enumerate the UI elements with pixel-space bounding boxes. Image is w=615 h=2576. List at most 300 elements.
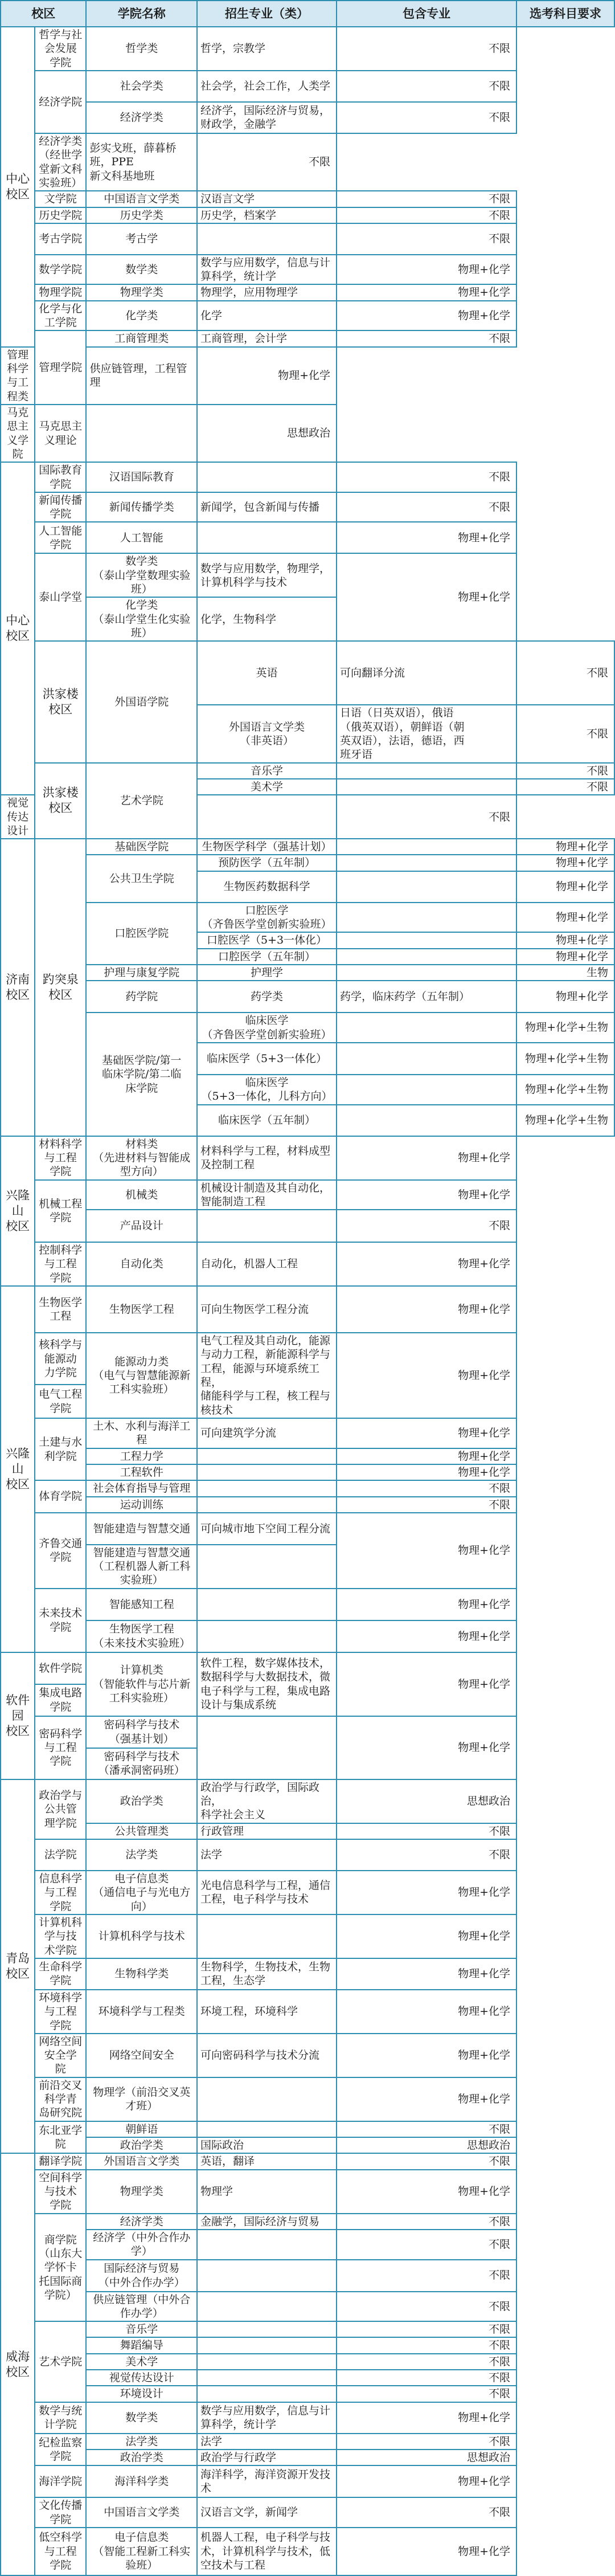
subject-requirement-cell: 不限 xyxy=(337,492,516,522)
subject-requirement-cell: 不限 xyxy=(516,763,614,779)
included-majors-cell: 行政管理 xyxy=(197,1823,337,1839)
table-row xyxy=(1,462,614,492)
major-category-cell: 数学类 xyxy=(86,255,197,285)
table-row xyxy=(1,27,614,71)
table-row xyxy=(1,1286,614,1333)
included-majors-cell xyxy=(197,1448,337,1464)
subject-requirement-cell: 物理+化学 xyxy=(337,1990,516,2034)
subject-requirement-cell: 不限 xyxy=(337,1839,516,1871)
college-cell: 软件学院 xyxy=(35,1652,86,1684)
included-majors-cell: 政治学与行政学，国际政治， 科学社会主义 xyxy=(197,1779,337,1823)
subject-requirement-cell: 不限 xyxy=(337,1480,516,1496)
subject-requirement-cell: 物理+化学+生物 xyxy=(516,1043,614,1075)
table-row xyxy=(1,2034,614,2077)
major-category-cell: 生物医学工程 xyxy=(86,1286,197,1333)
campus-city-cell: 青岛校区 xyxy=(1,1779,35,2154)
included-majors-cell xyxy=(197,2370,337,2386)
campus-area-cell: 软件园 校区 xyxy=(1,1652,35,1779)
included-majors-cell xyxy=(197,1480,337,1496)
campus-area-cell: 兴隆山 校区 xyxy=(1,1286,35,1652)
header-subject-requirement: 选考科目要求 xyxy=(516,1,614,27)
subject-requirement-cell: 物理+化学+生物 xyxy=(516,1075,614,1105)
table-row xyxy=(1,1242,614,1286)
major-category-cell: 外国语言文学类 （非英语） xyxy=(197,705,337,762)
included-majors-cell: 机械设计制造及其自动化， 智能制造工程 xyxy=(197,1180,337,1210)
subject-requirement-cell: 物理+化学 xyxy=(337,2077,516,2121)
included-majors-cell xyxy=(337,1013,516,1043)
campus-area-cell: 中心 校区 xyxy=(1,462,35,795)
header-major-category: 招生专业（类） xyxy=(197,1,337,27)
table-row xyxy=(1,1958,614,1990)
table-row xyxy=(1,903,614,933)
college-cell: 核科学与能源动 力学院 xyxy=(35,1333,86,1385)
major-category-cell: 马克思主义理论 xyxy=(35,405,86,462)
included-majors-cell xyxy=(197,2230,337,2260)
subject-requirement-cell: 物理+化学 xyxy=(337,255,516,285)
subject-requirement-cell: 物理+化学 xyxy=(337,1242,516,1286)
included-majors-cell xyxy=(197,2386,337,2402)
major-category-cell: 经济学（中外合作办学） xyxy=(86,2230,197,2260)
college-cell: 临床医学 （齐鲁医学堂创新实验班） xyxy=(197,1013,337,1043)
subject-requirement-cell: 物理+化学 xyxy=(337,1914,516,1958)
subject-requirement-cell: 物理+化学 xyxy=(337,522,516,553)
subject-requirement-cell: 物理+化学 xyxy=(337,1136,516,1180)
included-majors-cell: 物理学 xyxy=(197,2170,337,2214)
table-row xyxy=(1,255,614,285)
table-row xyxy=(1,965,614,981)
college-cell: 口腔医学 （齐鲁医学堂创新实验班） xyxy=(197,903,337,933)
college-cell: 哲学与社会发展 学院 xyxy=(35,27,86,71)
subject-requirement-cell: 不限 xyxy=(337,207,516,223)
major-category-cell: 生物科学类 xyxy=(86,1958,197,1990)
college-cell: 护理与康复学院 xyxy=(86,965,197,981)
college-cell: 艺术学院 xyxy=(86,763,197,839)
subject-requirement-cell: 物理+化学 xyxy=(337,553,516,641)
included-majors-cell: 物理学，应用物理学 xyxy=(197,284,337,300)
included-majors-cell xyxy=(197,2321,337,2337)
college-cell: 经济学院 xyxy=(35,71,86,133)
table-row xyxy=(1,1180,614,1210)
major-category-cell: 经济学类 xyxy=(86,102,197,133)
included-majors-cell xyxy=(197,2354,337,2370)
table-row xyxy=(1,2497,614,2528)
major-category-cell: 产品设计 xyxy=(86,1210,197,1242)
major-category-cell: 计算机类 （智能软件与芯片新工科实验班） xyxy=(86,1652,197,1716)
subject-requirement-cell: 不限 xyxy=(337,2321,516,2337)
college-cell: 数学学院 xyxy=(35,255,86,285)
included-majors-cell xyxy=(337,932,516,948)
table-row xyxy=(1,1914,614,1958)
table-row xyxy=(1,223,614,255)
subject-requirement-cell: 物理+化学 xyxy=(337,1448,516,1464)
subject-requirement-cell: 不限 xyxy=(516,779,614,795)
major-category-cell: 智能建造与智慧交通 xyxy=(86,1513,197,1545)
table-row xyxy=(1,2214,614,2230)
subject-requirement-cell: 物理+化学 xyxy=(516,871,614,903)
major-category-cell: 供应链管理（中外合作办学） xyxy=(86,2292,197,2322)
subject-requirement-cell: 不限 xyxy=(197,133,337,191)
subject-requirement-cell: 不限 xyxy=(337,2292,516,2322)
college-cell: 信息科学与工程 学院 xyxy=(35,1871,86,1914)
table-row xyxy=(1,763,614,779)
subject-requirement-cell: 物理+化学 xyxy=(337,1871,516,1914)
included-majors-cell xyxy=(197,1497,337,1513)
subject-requirement-cell: 物理+化学 xyxy=(337,2170,516,2214)
included-majors-cell: 电气工程及其自动化，能源 与动力工程，新能源科学与 工程，能源与环境系统工程， 储能科学与工程，核工程与 核技术 xyxy=(197,1333,337,1418)
college-cell: 齐鲁交通学院 xyxy=(35,1513,86,1589)
campus-city-cell: 济南 校区 xyxy=(1,839,35,1136)
included-majors-cell: 法学 xyxy=(197,1839,337,1871)
table-row xyxy=(1,492,614,522)
included-majors-cell: 工商管理，会计学 xyxy=(197,330,337,346)
subject-requirement-cell: 不限 xyxy=(337,795,516,839)
table-row xyxy=(1,330,614,346)
major-category-cell: 视觉传达设计 xyxy=(1,795,35,839)
included-majors-cell: 金融学，国际经济与贸易 xyxy=(197,2214,337,2230)
included-majors-cell: 光电信息科学与工程，通信 工程，电子科学与技术 xyxy=(197,1871,337,1914)
table-row xyxy=(1,839,614,855)
table-row xyxy=(1,1620,614,1652)
included-majors-cell: 供应链管理，工程管理 xyxy=(86,347,197,405)
subject-requirement-cell: 不限 xyxy=(337,191,516,207)
campus-area-cell: 兴隆山 校区 xyxy=(1,1136,35,1287)
subject-requirement-cell: 不限 xyxy=(337,71,516,102)
table-row xyxy=(1,1779,614,1823)
subject-requirement-cell: 物理+化学 xyxy=(516,855,614,871)
major-category-cell: 材料类 （先进材料与智能成型方向） xyxy=(86,1136,197,1180)
table-row xyxy=(1,2260,614,2292)
table-row xyxy=(1,2321,614,2337)
college-cell: 药学院 xyxy=(86,981,197,1013)
subject-requirement-cell: 物理+化学 xyxy=(337,1716,516,1779)
table-row xyxy=(1,102,614,133)
college-cell: 材料科学与工程 学院 xyxy=(35,1136,86,1180)
subject-requirement-cell: 不限 xyxy=(337,2386,516,2402)
college-cell: 基础医学院/第一 临床学院/第二临 床学院 xyxy=(86,1013,197,1136)
included-majors-cell xyxy=(197,522,337,553)
college-cell: 马克思主义学院 xyxy=(1,405,35,462)
table-row xyxy=(1,597,614,641)
subject-requirement-cell: 物理+化学 xyxy=(337,2528,516,2575)
table-row xyxy=(1,1464,614,1480)
college-cell: 文化传播学院 xyxy=(35,2497,86,2528)
subject-requirement-cell: 不限 xyxy=(337,330,516,346)
subject-requirement-cell: 物理+化学 xyxy=(337,1620,516,1652)
college-cell: 控制科学与工程 学院 xyxy=(35,1242,86,1286)
major-category-cell: 哲学类 xyxy=(86,27,197,71)
included-majors-cell: 可向建筑学分流 xyxy=(197,1418,337,1448)
included-majors-cell: 环境工程，环境科学 xyxy=(197,1990,337,2034)
table-row xyxy=(1,1716,614,1748)
included-majors-cell: 化学 xyxy=(197,301,337,331)
major-category-cell: 公共管理类 xyxy=(86,1823,197,1839)
subject-requirement-cell: 不限 xyxy=(337,2337,516,2353)
subject-requirement-cell: 物理+化学 xyxy=(516,949,614,965)
college-cell: 土建与水利学院 xyxy=(35,1418,86,1480)
college-cell: 环境科学与工程 学院 xyxy=(35,1990,86,2034)
major-category-cell: 网络空间安全 xyxy=(86,2034,197,2077)
college-cell: 历史学院 xyxy=(35,207,86,223)
major-category-cell: 口腔医学（五年制） xyxy=(197,949,337,965)
college-cell: 电气工程学院 xyxy=(35,1385,86,1418)
table-row xyxy=(1,2137,614,2153)
included-majors-cell: 政治学与行政学 xyxy=(197,2450,337,2465)
major-category-cell: 土木、水利与海洋工程 xyxy=(86,1418,197,1448)
subject-requirement-cell: 物理+化学+生物 xyxy=(516,1013,614,1043)
major-category-cell: 电子信息类 （智能工程新工科实验班） xyxy=(86,2528,197,2575)
major-category-cell: 人工智能 xyxy=(86,522,197,553)
college-cell: 数学与统计学院 xyxy=(35,2402,86,2434)
subject-requirement-cell: 生物 xyxy=(516,965,614,981)
included-majors-cell xyxy=(337,839,516,855)
included-majors-cell: 国际政治 xyxy=(197,2137,337,2153)
major-category-cell: 政治学类 xyxy=(86,2137,197,2153)
major-category-cell: 生物医学科学（强基计划） xyxy=(197,839,337,855)
included-majors-cell xyxy=(197,1210,337,1242)
major-category-cell: 社会体育指导与管理 xyxy=(86,1480,197,1496)
subject-requirement-cell: 思想政治 xyxy=(337,1779,516,1823)
included-majors-cell xyxy=(337,763,516,779)
table-row xyxy=(1,2402,614,2434)
included-majors-cell xyxy=(197,2292,337,2322)
major-category-cell: 物理学类 xyxy=(86,2170,197,2214)
included-majors-cell: 生物科学，生物技术，生物 工程，生态学 xyxy=(197,1958,337,1990)
college-cell: 未来技术学院 xyxy=(35,1589,86,1652)
subject-requirement-cell: 不限 xyxy=(337,2214,516,2230)
included-majors-cell xyxy=(337,779,516,795)
table-row xyxy=(1,1990,614,2034)
major-category-cell: 化学类 xyxy=(86,301,197,331)
subject-requirement-cell: 不限 xyxy=(337,1497,516,1513)
table-row xyxy=(1,133,614,191)
included-majors-cell xyxy=(197,223,337,255)
table-header-row xyxy=(1,1,614,27)
included-majors-cell xyxy=(197,2337,337,2353)
subject-requirement-cell: 不限 xyxy=(337,2121,516,2137)
major-category-cell: 生物医学工程 xyxy=(35,1286,86,1333)
included-majors-cell: 自动化，机器人工程 xyxy=(197,1242,337,1286)
table-row xyxy=(1,71,614,102)
campus-area-cell: 洪家楼 校区 xyxy=(35,641,86,762)
included-majors-cell xyxy=(197,1620,337,1652)
table-row xyxy=(1,641,614,705)
table-row xyxy=(1,1589,614,1620)
college-cell: 纪检监察学院 xyxy=(35,2434,86,2466)
college-cell: 考古学院 xyxy=(35,223,86,255)
subject-requirement-cell: 物理+化学 xyxy=(516,903,614,933)
major-category-cell: 中国语言文学类 xyxy=(86,2497,197,2528)
subject-requirement-cell: 不限 xyxy=(337,27,516,71)
included-majors-cell: 机器人工程，电子科学与技 术，计算机科学与技术，低 空技术与工程 xyxy=(197,2528,337,2575)
major-category-cell: 管理科学与工程类 xyxy=(1,347,35,405)
campus-area-cell: 趵突泉 校区 xyxy=(35,839,86,1136)
college-cell: 物理学院 xyxy=(35,284,86,300)
table-row xyxy=(1,347,614,405)
college-cell: 体育学院 xyxy=(35,1480,86,1513)
header-college: 学院名称 xyxy=(86,1,197,27)
included-majors-cell: 彭实戈班，薛暮桥班，PPE 新文科基地班 xyxy=(86,133,197,191)
college-cell: 文学院 xyxy=(35,191,86,207)
table-row xyxy=(1,2370,614,2386)
subject-requirement-cell: 思想政治 xyxy=(337,2137,516,2153)
subject-requirement-cell: 物理+化学 xyxy=(337,1958,516,1990)
subject-requirement-cell: 物理+化学 xyxy=(197,347,337,405)
included-majors-cell xyxy=(197,1464,337,1480)
college-cell: 前沿交叉科学青 岛研究院 xyxy=(35,2077,86,2121)
major-category-cell: 临床医学 （5+3一体化，儿科方向） xyxy=(197,1075,337,1105)
subject-requirement-cell: 思想政治 xyxy=(197,405,337,462)
major-category-cell: 音乐学 xyxy=(197,763,337,779)
subject-requirement-cell: 不限 xyxy=(337,2370,516,2386)
major-category-cell: 环境科学与工程类 xyxy=(86,1990,197,2034)
subject-requirement-cell: 不限 xyxy=(337,2153,516,2169)
subject-requirement-cell: 物理+化学+生物 xyxy=(516,1105,614,1136)
subject-requirement-cell: 不限 xyxy=(337,223,516,255)
subject-requirement-cell: 不限 xyxy=(337,2434,516,2450)
subject-requirement-cell: 物理+化学 xyxy=(516,932,614,948)
major-category-cell: 运动训练 xyxy=(86,1497,197,1513)
subject-requirement-cell: 不限 xyxy=(337,2230,516,2260)
major-category-cell: 环境设计 xyxy=(86,2386,197,2402)
included-majors-cell: 汉语言文学，新闻学 xyxy=(197,2497,337,2528)
college-cell: 法学院 xyxy=(35,1839,86,1871)
subject-requirement-cell: 物理+化学 xyxy=(337,2465,516,2497)
college-cell: 海洋学院 xyxy=(35,2465,86,2497)
table-row xyxy=(1,2450,614,2465)
subject-requirement-cell: 物理+化学 xyxy=(337,1652,516,1716)
campus-area-cell: 中心 校区 xyxy=(1,27,35,347)
subject-requirement-cell: 物理+化学 xyxy=(337,2034,516,2077)
subject-requirement-cell: 物理+化学 xyxy=(337,2402,516,2434)
table-row xyxy=(1,553,614,597)
included-majors-cell xyxy=(337,949,516,965)
included-majors-cell xyxy=(337,1075,516,1105)
included-majors-cell: 可向城市地下空间工程分流 xyxy=(197,1513,337,1545)
table-row xyxy=(1,1136,614,1180)
subject-requirement-cell: 不限 xyxy=(337,462,516,492)
included-majors-cell: 材料科学与工程，材料成型 及控制工程 xyxy=(197,1136,337,1180)
header-included-majors: 包含专业 xyxy=(337,1,516,27)
subject-requirement-cell: 物理+化学 xyxy=(337,1333,516,1418)
subject-requirement-cell: 不限 xyxy=(337,2497,516,2528)
major-category-cell: 法学类 xyxy=(86,1839,197,1871)
major-category-cell: 经济学类 xyxy=(86,2214,197,2230)
college-cell: 数学类 （泰山学堂数理实验班） xyxy=(86,553,197,597)
subject-requirement-cell: 物理+化学 xyxy=(337,301,516,331)
header-campus: 校区 xyxy=(1,1,86,27)
table-row xyxy=(1,284,614,300)
college-cell: 外国语学院 xyxy=(86,641,197,762)
major-category-cell: 临床医学（5+3一体化） xyxy=(197,1043,337,1075)
college-cell: 东北亚学院 xyxy=(35,2121,86,2154)
subject-requirement-cell: 物理+化学 xyxy=(516,981,614,1013)
subject-requirement-cell: 不限 xyxy=(337,1823,516,1839)
major-category-cell: 外国语言文学类 xyxy=(86,2153,197,2169)
subject-requirement-cell: 不限 xyxy=(337,2260,516,2292)
table-row xyxy=(1,2434,614,2450)
included-majors-cell: 日语（日英双语），俄语 （俄英双语），朝鲜语（朝 英双语），法语，德语，西 班牙语 xyxy=(337,705,516,762)
college-cell: 化学与化工学院 xyxy=(35,301,86,331)
major-category-cell: 舞蹈编导 xyxy=(86,2337,197,2353)
table-row xyxy=(1,2528,614,2575)
table-row xyxy=(1,2121,614,2137)
major-category-cell: 密码科学与技术 （强基计划） xyxy=(86,1716,197,1748)
table-row xyxy=(1,301,614,331)
major-category-cell: 海洋科学类 xyxy=(86,2465,197,2497)
major-category-cell: 考古学 xyxy=(86,223,197,255)
table-row xyxy=(1,2170,614,2214)
table-row xyxy=(1,1497,614,1513)
subject-requirement-cell: 不限 xyxy=(516,705,614,762)
major-category-cell: 汉语国际教育 xyxy=(86,462,197,492)
table-row xyxy=(1,2337,614,2353)
included-majors-cell xyxy=(337,1105,516,1136)
college-cell: 生命科学学院 xyxy=(35,1958,86,1990)
table-row xyxy=(1,2354,614,2370)
table-row xyxy=(1,855,614,871)
college-cell: 艺术学院 xyxy=(35,2321,86,2402)
subject-requirement-cell: 不限 xyxy=(516,641,614,705)
included-majors-cell: 化学，生物科学 xyxy=(197,597,337,641)
college-cell: 机械工程学院 xyxy=(35,1180,86,1243)
major-category-cell: 电子信息类 （通信电子与光电方向） xyxy=(86,1871,197,1914)
included-majors-cell: 可向翻译分流 xyxy=(337,641,516,705)
included-majors-cell: 法学 xyxy=(197,2434,337,2450)
table-row xyxy=(1,2077,614,2121)
subject-requirement-cell: 物理+化学 xyxy=(337,1418,516,1448)
subject-requirement-cell: 物理+化学 xyxy=(337,284,516,300)
major-category-cell: 中国语言文学类 xyxy=(86,191,197,207)
subject-requirement-cell: 物理+化学 xyxy=(337,1589,516,1620)
major-category-cell: 历史学类 xyxy=(86,207,197,223)
major-category-cell: 机械类 xyxy=(86,1180,197,1210)
college-cell: 政治学与公共管 理学院 xyxy=(35,1779,86,1839)
major-category-cell: 视觉传达设计 xyxy=(86,2370,197,2386)
major-category-cell: 美术学 xyxy=(86,2354,197,2370)
included-majors-cell xyxy=(197,2077,337,2121)
major-category-cell: 生物医学工程 （未来技术实验班） xyxy=(86,1620,197,1652)
subject-requirement-cell: 物理+化学 xyxy=(337,1513,516,1589)
included-majors-cell: 可向生物医学工程分流 xyxy=(197,1286,337,1333)
included-majors-cell: 社会学，社会工作，人类学 xyxy=(197,71,337,102)
table-row xyxy=(1,191,614,207)
included-majors-cell: 可向密码科学与技术分流 xyxy=(197,2034,337,2077)
major-category-cell: 自动化类 xyxy=(86,1242,197,1286)
college-cell: 化学类 （泰山学堂生化实验班） xyxy=(86,597,197,641)
major-category-cell: 工商管理类 xyxy=(86,330,197,346)
major-category-cell: 物理学类 xyxy=(86,284,197,300)
subject-requirement-cell: 物理+化学 xyxy=(516,839,614,855)
included-majors-cell xyxy=(197,795,337,839)
table-row xyxy=(1,2465,614,2497)
table-row xyxy=(1,405,614,462)
subject-requirement-cell: 不限 xyxy=(337,102,516,133)
table-row xyxy=(1,1652,614,1684)
subject-requirement-cell: 物理+化学 xyxy=(337,1180,516,1210)
college-cell: 商学院 （山东大学怀卡 托国际商学院） xyxy=(35,2214,86,2322)
college-cell: 密码科学与工程 学院 xyxy=(35,1716,86,1779)
subject-requirement-cell: 不限 xyxy=(337,2354,516,2370)
major-category-cell: 政治学类 xyxy=(86,2450,197,2465)
included-majors-cell: 药学，临床药学（五年制） xyxy=(337,981,516,1013)
included-majors-cell: 软件工程，数字媒体技术， 数据科学与大数据技术，微 电子科学与工程，集成电路 设计与集成系统 xyxy=(197,1652,337,1716)
major-category-cell: 密码科学与技术 （潘承洞密码班） xyxy=(86,1748,197,1779)
table-row xyxy=(1,1480,614,1496)
major-category-cell: 英语 xyxy=(197,641,337,705)
college-cell: 空间科学与技术 学院 xyxy=(35,2170,86,2214)
included-majors-cell: 历史学，档案学 xyxy=(197,207,337,223)
subject-requirement-cell: 物理+化学 xyxy=(337,1464,516,1480)
